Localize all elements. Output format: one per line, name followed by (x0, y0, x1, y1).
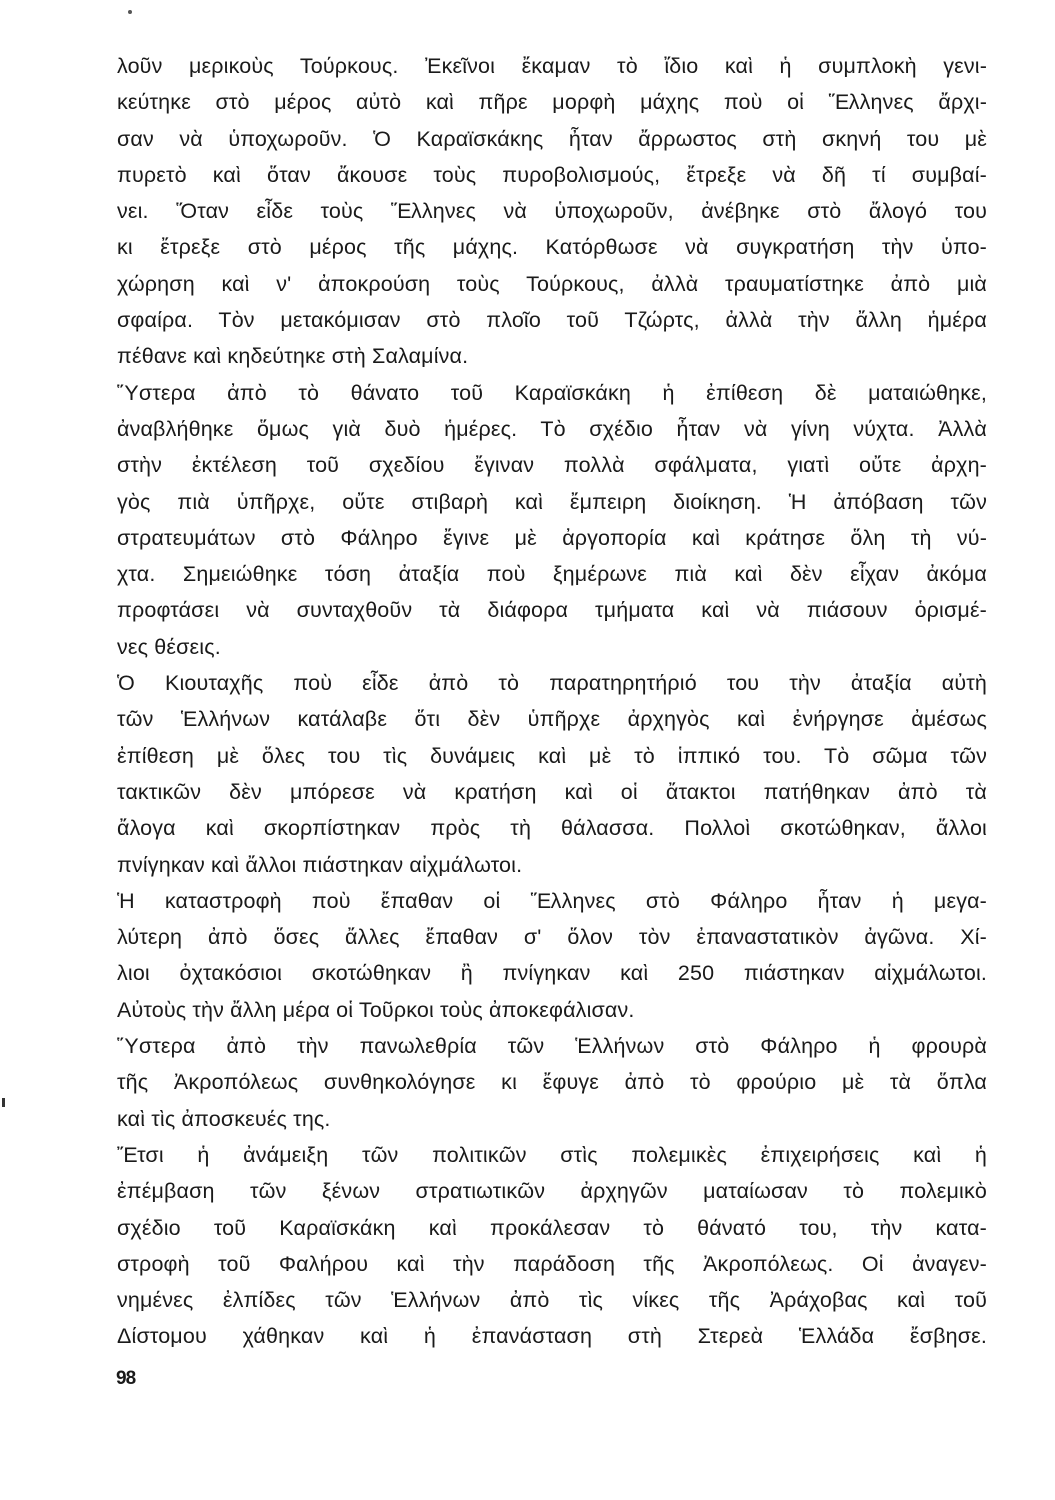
text-line: νημένες ἐλπίδες τῶν Ἑλλήνων ἀπὸ τὶς νίκες τῆς Ἀράχοβας καὶ τοῦ (117, 1288, 987, 1313)
text-line: Ὕστερα ἀπὸ τὸ θάνατο τοῦ Καραϊσκάκη ἡ ἐπίθεση δὲ ματαιώθηκε, (117, 380, 987, 405)
text-line: κεύτηκε στὸ μέρος αὐτὸ καὶ πῆρε μορφὴ μάχης ποὺ οἱ Ἕλληνες ἄρχι- (117, 90, 987, 115)
text-line: στὴν ἐκτέλεση τοῦ σχεδίου ἔγιναν πολλὰ σφάλματα, γιατὶ οὔτε ἀρχη- (117, 453, 987, 478)
text-line: τῆς Ἀκροπόλεως συνθηκολόγησε κι ἔφυγε ἀπὸ τὸ φρούριο μὲ τὰ ὅπλα (117, 1070, 987, 1095)
text-line: λοῦν μερικοὺς Τούρκους. Ἐκεῖνοι ἔκαμαν τὸ ἴδιο καὶ ἡ συμπλοκὴ γενι- (117, 54, 987, 78)
text-line: τακτικῶν δὲν μπόρεσε νὰ κρατήση καὶ οἱ ἄτακτοι πατήθηκαν ἀπὸ τὰ (117, 779, 987, 804)
body-text (117, 48, 987, 1355)
text-line: σφαίρα. Τὸν μετακόμισαν στὸ πλοῖο τοῦ Τζώρτς, ἀλλὰ τὴν ἄλλη ἡμέρα (117, 308, 987, 333)
ink-speck (128, 10, 132, 14)
text-line: τῶν Ἑλλήνων κατάλαβε ὅτι δὲν ὑπῆρχε ἀρχηγὸς καὶ ἐνήργησε ἀμέσως (117, 707, 987, 732)
text-line: στροφὴ τοῦ Φαλήρου καὶ τὴν παράδοση τῆς Ἀκροπόλεως. Οἱ ἀναγεν- (117, 1251, 987, 1276)
text-line: γὸς πιὰ ὑπῆρχε, οὔτε στιβαρὴ καὶ ἔμπειρη διοίκηση. Ἡ ἀπόβαση τῶν (117, 489, 987, 514)
text-line: Ἡ καταστροφὴ ποὺ ἔπαθαν οἱ Ἕλληνες στὸ Φάληρο ἦταν ἡ μεγα- (117, 888, 987, 913)
text-line: πυρετὸ καὶ ὅταν ἄκουσε τοὺς πυροβολισμούς, ἔτρεξε νὰ δῆ τί συμβαί- (117, 162, 987, 187)
text-line: στρατευμάτων στὸ Φάληρο ἔγινε μὲ ἀργοπορία καὶ κράτησε ὅλη τὴ νύ- (117, 525, 987, 550)
text-line: σχέδιο τοῦ Καραϊσκάκη καὶ προκάλεσαν τὸ θάνατό του, τὴν κατα- (117, 1215, 987, 1240)
text-line: πέθανε καὶ κηδεύτηκε στὴ Σαλαμίνα. (117, 344, 469, 369)
text-line: νες θέσεις. (117, 634, 221, 659)
text-line: προφτάσει νὰ συνταχθοῦν τὰ διάφορα τμήματα καὶ νὰ πιάσουν ὁρισμέ- (117, 598, 987, 623)
text-line: Δίστομου χάθηκαν καὶ ἡ ἐπανάσταση στὴ Στερεὰ Ἑλλάδα ἔσβησε. (117, 1324, 987, 1349)
text-line: Ὁ Κιουταχῆς ποὺ εἶδε ἀπὸ τὸ παρατηρητήριό του τὴν ἀταξία αὐτὴ (117, 671, 987, 696)
edge-mark (2, 1098, 5, 1107)
text-line: Αὐτοὺς τὴν ἄλλη μέρα οἱ Τοῦρκοι τοὺς ἀποκεφάλισαν. (117, 997, 635, 1022)
text-line: λύτερη ἀπὸ ὅσες ἄλλες ἔπαθαν σ' ὅλον τὸν ἐπαναστατικὸν ἀγῶνα. Χί- (117, 925, 987, 950)
text-line: Ὕστερα ἀπὸ τὴν πανωλεθρία τῶν Ἑλλήνων στὸ Φάληρο ἡ φρουρὰ (117, 1034, 987, 1059)
text-line: λιοι ὀχτακόσιοι σκοτώθηκαν ἢ πνίγηκαν καὶ 250 πιάστηκαν αἰχμάλωτοι. (117, 961, 987, 986)
text-line: ἀναβλήθηκε ὅμως γιὰ δυὸ ἡμέρες. Τὸ σχέδιο ἦταν νὰ γίνη νύχτα. Ἀλλὰ (117, 416, 987, 441)
text-line: ἄλογα καὶ σκορπίστηκαν πρὸς τὴ θάλασσα. Πολλοὶ σκοτώθηκαν, ἄλλοι (117, 816, 987, 841)
page-number: 98 (116, 1368, 136, 1389)
text-line: κι ἔτρεξε στὸ μέρος τῆς μάχης. Κατόρθωσε νὰ συγκρατήση τὴν ὑπο- (117, 235, 987, 260)
text-line: ἐπέμβαση τῶν ξένων στρατιωτικῶν ἀρχηγῶν ματαίωσαν τὸ πολεμικὸ (117, 1179, 987, 1204)
text-line: χώρηση καὶ ν' ἀποκρούση τοὺς Τούρκους, ἀλλὰ τραυματίστηκε ἀπὸ μιὰ (117, 271, 987, 296)
text-line: Ἔτσι ἡ ἀνάμειξη τῶν πολιτικῶν στὶς πολεμικὲς ἐπιχειρήσεις καὶ ἡ (117, 1142, 987, 1167)
text-line: πνίγηκαν καὶ ἄλλοι πιάστηκαν αἰχμάλωτοι. (117, 852, 523, 877)
text-line: σαν νὰ ὑποχωροῦν. Ὁ Καραϊσκάκης ἦταν ἄρρωστος στὴ σκηνή του μὲ (117, 126, 987, 151)
text-line: χτα. Σημειώθηκε τόση ἀταξία ποὺ ξημέρωνε πιὰ καὶ δὲν εἶχαν ἀκόμα (117, 562, 987, 587)
text-line: καὶ τὶς ἀποσκευές της. (117, 1106, 331, 1131)
text-line: νει. Ὅταν εἶδε τοὺς Ἕλληνες νὰ ὑποχωροῦν, ἀνέβηκε στὸ ἄλογό του (117, 199, 987, 224)
text-line: ἐπίθεση μὲ ὅλες του τὶς δυνάμεις καὶ μὲ τὸ ἱππικό του. Τὸ σῶμα τῶν (117, 743, 987, 768)
